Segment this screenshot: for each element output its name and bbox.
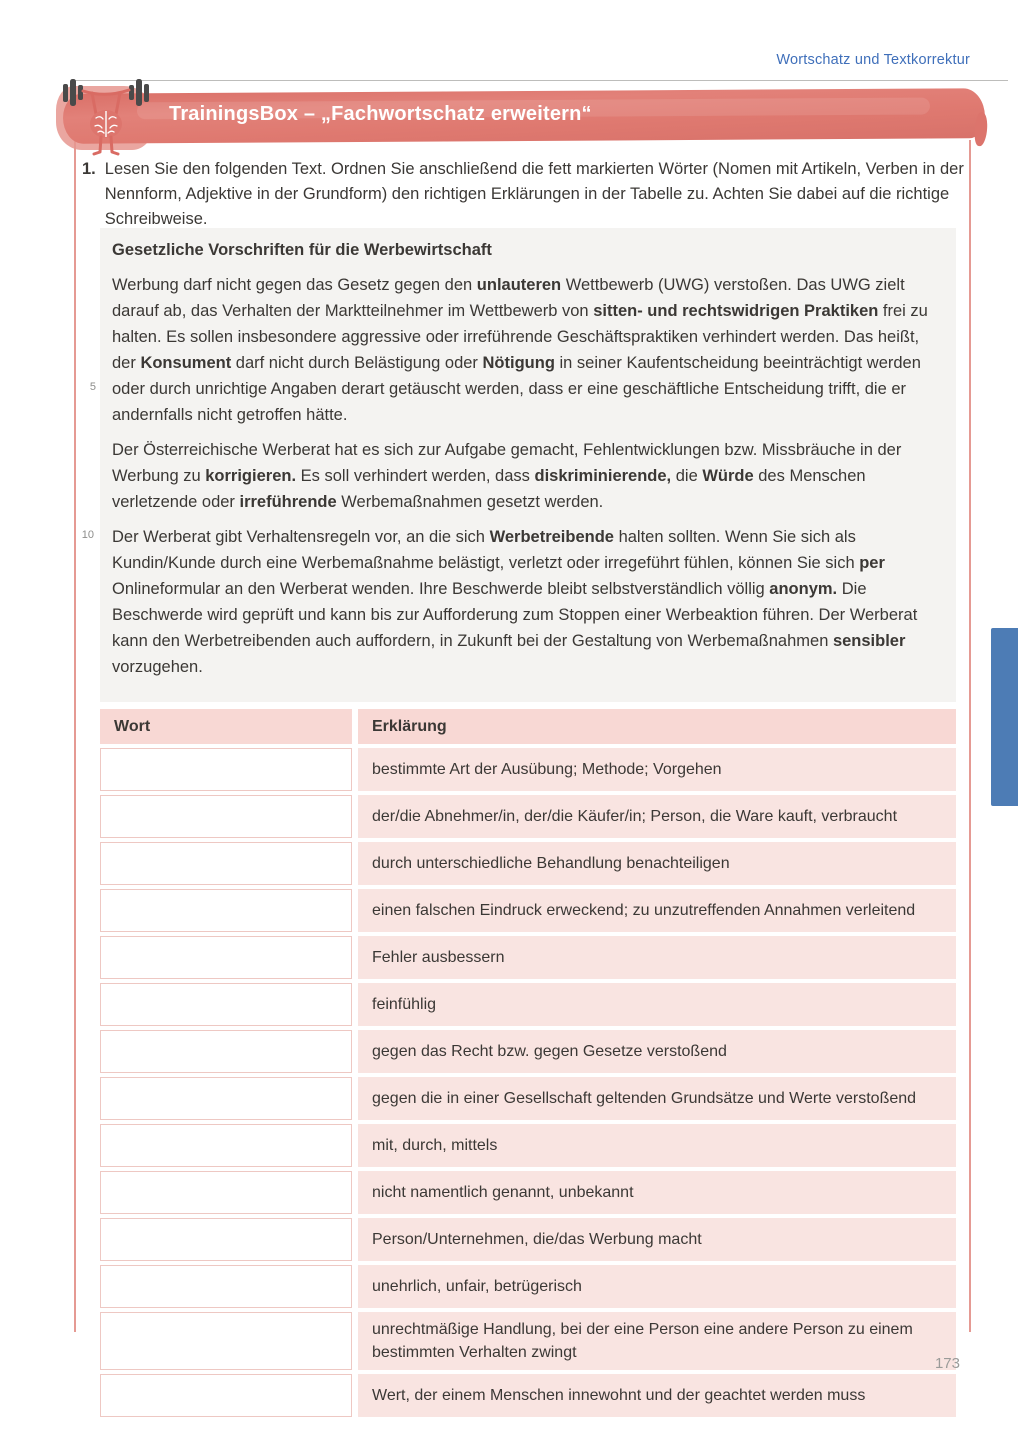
table-row [100, 842, 956, 885]
table-row [100, 1374, 956, 1417]
header-divider [72, 80, 1008, 81]
explanation-cell: gegen das Recht bzw. gegen Gesetze verstoßend [358, 1030, 956, 1073]
frame-line-right [969, 140, 971, 1332]
reading-paragraph-2: Der Österreichische Werberat hat es sich zur Aufgabe gemacht, Fehlentwicklungen bzw. Missbräuche in der Werbung zu korrigieren. Es soll verhindert werden, dass diskriminierende, die Würde des Menschen verletzende oder irreführende Werbemaßnahmen gesetzt werden. [112, 441, 902, 511]
trainingsbox-banner [63, 91, 985, 141]
chapter-tab-marker [991, 628, 1018, 806]
explanation-cell: einen falschen Eindruck erweckend; zu unzutreffenden Annahmen verleitend [358, 889, 956, 932]
table-row [100, 1265, 956, 1308]
table-row [100, 1312, 956, 1370]
line-number-5: 5 [89, 381, 96, 393]
answer-cell-wort[interactable] [100, 1218, 352, 1261]
table-row [100, 936, 956, 979]
chapter-label: Wortschatz und Textkorrektur [776, 52, 970, 68]
answer-cell-wort[interactable] [100, 748, 352, 791]
vocabulary-table [100, 709, 956, 1417]
task-number: 1. [82, 160, 96, 178]
table-header-row [100, 709, 956, 744]
table-row [100, 1124, 956, 1167]
table-row [100, 1030, 956, 1073]
table-row [100, 748, 956, 791]
answer-cell-wort[interactable] [100, 1171, 352, 1214]
reading-paragraph-1: Werbung darf nicht gegen das Gesetz gegen den unlauteren Wettbewerb (UWG) verstoßen. Das UWG zielt darauf ab, das Verhalten der Marktteilnehmer im Wettbewerb von sitten- und rechtswidrigen Praktiken frei zu halten. Es sollen insbesondere aggressive oder irreführende Geschäftspraktiken verhindert werden. Das heißt, der Konsument darf nicht durch Belästigung oder Nötigung in seiner Kaufentscheidung beeinträchtigt werden oder durch unrichtige Angaben derart getäuscht werden, dass er eine geschäftliche Entscheidung trifft, die er andernfalls nicht getroffen hätte. [112, 276, 928, 424]
line-number-10: 10 [81, 529, 94, 541]
answer-cell-wort[interactable] [100, 936, 352, 979]
explanation-cell: feinfühlig [358, 983, 956, 1026]
column-header-wort: Wort [100, 709, 352, 744]
answer-cell-wort[interactable] [100, 983, 352, 1026]
answer-cell-wort[interactable] [100, 889, 352, 932]
page-number: 173 [934, 1355, 960, 1372]
explanation-cell: mit, durch, mittels [358, 1124, 956, 1167]
explanation-cell: der/die Abnehmer/in, der/die Käufer/in; Person, die Ware kauft, verbraucht [358, 795, 956, 838]
trainingsbox-title: TrainingsBox – „Fachwortschatz erweitern“ [169, 103, 592, 125]
explanation-cell: gegen die in einer Gesellschaft geltenden Grundsätze und Werte verstoßend [358, 1077, 956, 1120]
reading-text-title: Gesetzliche Vorschriften für die Werbewirtschaft [112, 241, 492, 259]
reading-text-box [81, 228, 956, 702]
answer-cell-wort[interactable] [100, 1265, 352, 1308]
frame-line-left [74, 140, 76, 1332]
answer-cell-wort[interactable] [100, 1077, 352, 1120]
brain-weightlifter-icon [60, 76, 152, 162]
table-row [100, 795, 956, 838]
explanation-cell: durch unterschiedliche Behandlung benachteiligen [358, 842, 956, 885]
explanation-cell: bestimmte Art der Ausübung; Methode; Vorgehen [358, 748, 956, 791]
explanation-cell: Wert, der einem Menschen innewohnt und der geachtet werden muss [358, 1374, 956, 1417]
table-row [100, 1171, 956, 1214]
table-row [100, 889, 956, 932]
reading-paragraph-3: Der Werberat gibt Verhaltensregeln vor, an die sich Werbetreibende halten sollten. Wenn Sie sich als Kundin/Kunde durch eine Werbemaßnahme belästigt, verletzt oder irregeführt fühlen, können Sie sich per Onlineformular an den Werberat wenden. Ihre Beschwerde bleibt selbstverständlich völlig anonym. Die Beschwerde wird geprüft und kann bis zur Aufforderung zum Stoppen einer Werbeaktion führen. Der Werberat kann den Werbetreibenden auch auffordern, in Zukunft bei der Gestaltung von Werbemaßnahmen sensibler vorzugehen. [112, 528, 918, 676]
table-row [100, 983, 956, 1026]
table-body [100, 748, 956, 1417]
explanation-cell: Fehler ausbessern [358, 936, 956, 979]
explanation-cell: unehrlich, unfair, betrügerisch [358, 1265, 956, 1308]
explanation-cell: unrechtmäßige Handlung, bei der eine Person eine andere Person zu einem bestimmten Verhalten zwingt [358, 1312, 956, 1370]
table-row [100, 1077, 956, 1120]
answer-cell-wort[interactable] [100, 1124, 352, 1167]
answer-cell-wort[interactable] [100, 1030, 352, 1073]
answer-cell-wort[interactable] [100, 1312, 352, 1370]
task-instructions: Lesen Sie den folgenden Text. Ordnen Sie anschließend die fett markierten Wörter (Nomen mit Artikeln, Verben in der Nennform, Adjektive in der Grundform) den richtigen Erklärungen in der Tabelle zu. Achten Sie dabei auf die richtige Schreibweise. [104, 160, 964, 228]
answer-cell-wort[interactable] [100, 842, 352, 885]
content-column [81, 228, 956, 1421]
answer-cell-wort[interactable] [100, 795, 352, 838]
explanation-cell: Person/Unternehmen, die/das Werbung macht [358, 1218, 956, 1261]
task-1 [82, 157, 966, 232]
explanation-cell: nicht namentlich genannt, unbekannt [358, 1171, 956, 1214]
table-row [100, 1218, 956, 1261]
answer-cell-wort[interactable] [100, 1374, 352, 1417]
column-header-erklaerung: Erklärung [358, 709, 956, 744]
